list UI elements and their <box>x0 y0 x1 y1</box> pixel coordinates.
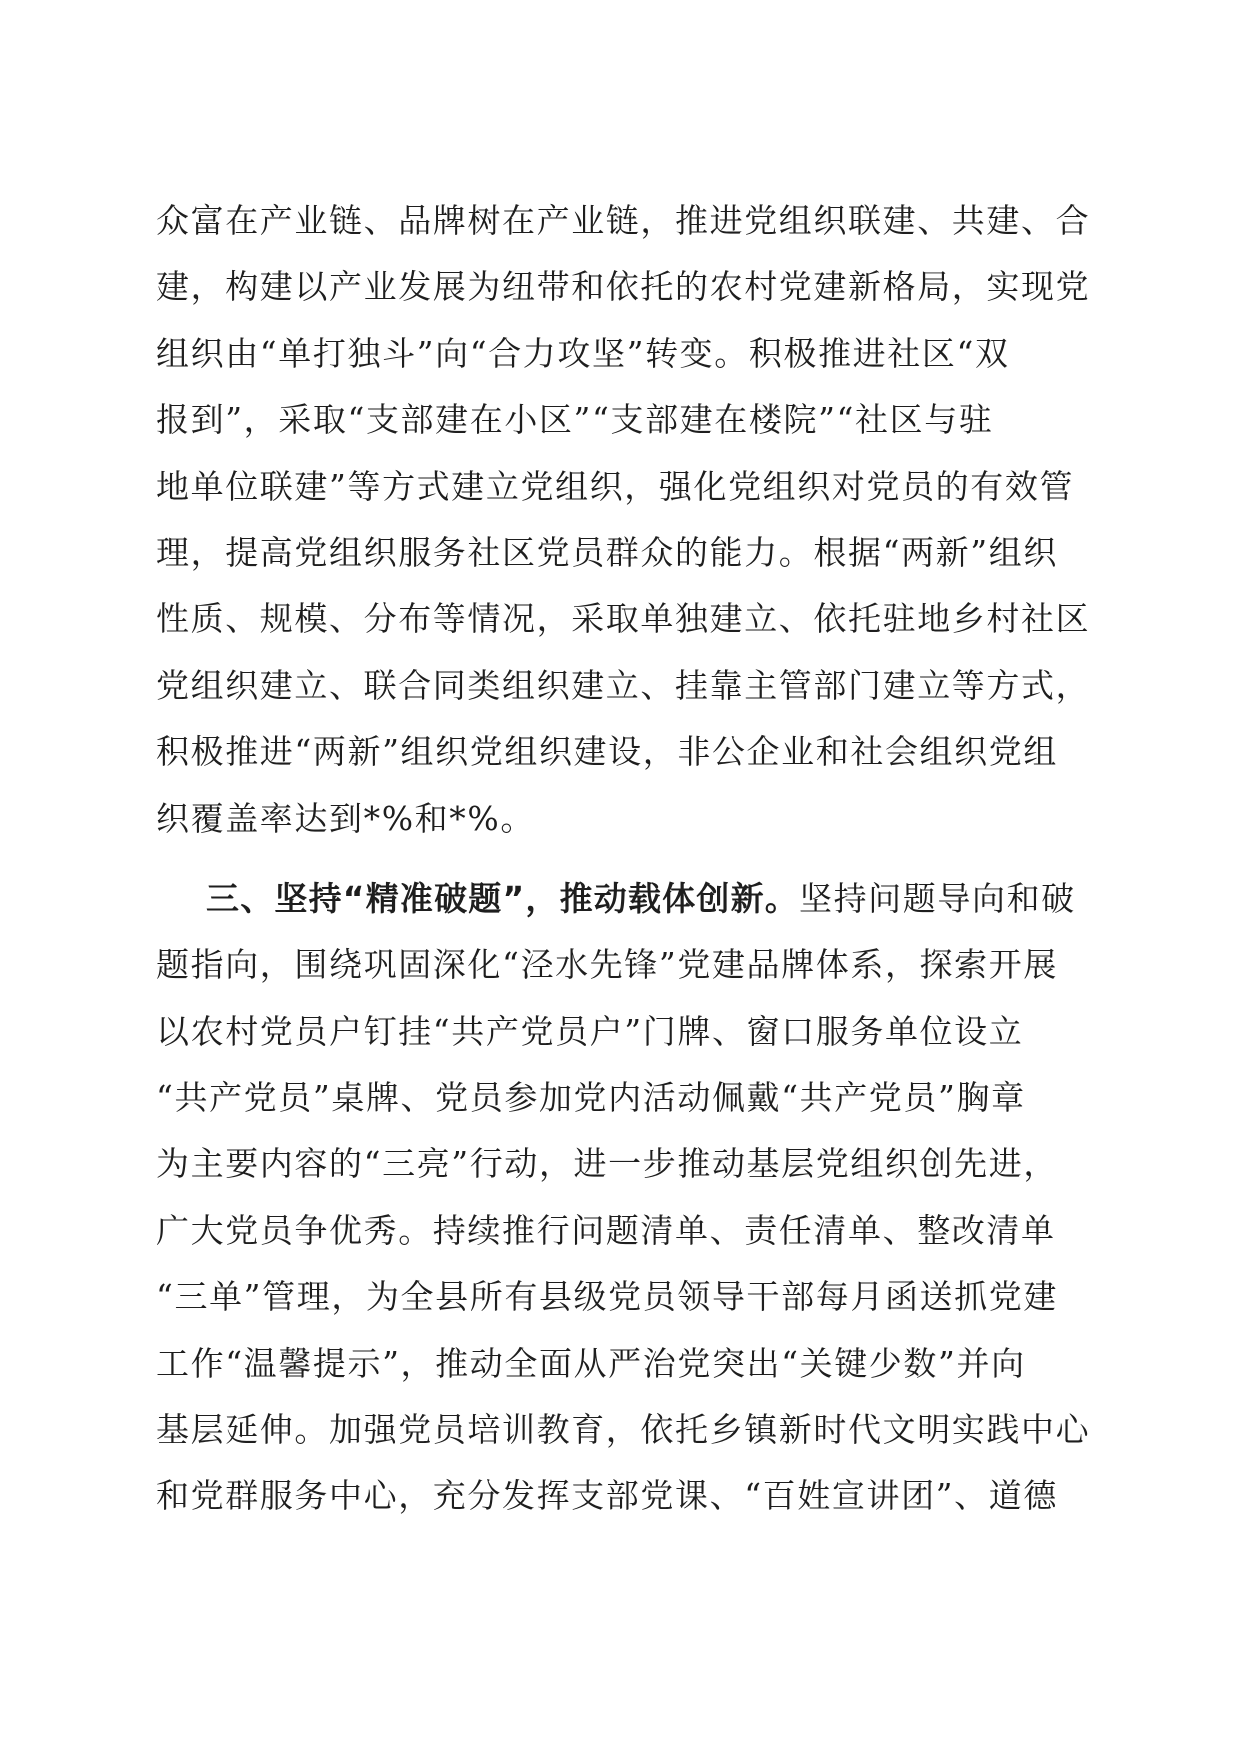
text-line: 织覆盖率达到*%和*%。 <box>156 798 535 838</box>
text-line: 工作“温馨提示”，推动全面从严治党突出“关键少数”并向 <box>156 1343 1026 1383</box>
document-body <box>156 188 1091 1530</box>
text-line: 组织由“单打独斗”向“合力攻坚”转变。积极推进社区“双 <box>156 333 1010 373</box>
paragraph-1 <box>156 188 1091 852</box>
text-line: 报到”，采取“支部建在小区”“支部建在楼院”“社区与驻 <box>156 400 994 440</box>
text-line: 广大党员争优秀。持续推行问题清单、责任清单、整改清单 <box>156 1210 1056 1250</box>
text-line: 党组织建立、联合同类组织建立、挂靠主管部门建立等方式， <box>156 665 1091 705</box>
text-line: 题指向，围绕巩固深化“泾水先锋”党建品牌体系，探索开展 <box>156 945 1058 985</box>
text-line-first <box>156 866 1086 932</box>
text-line: 地单位联建”等方式建立党组织，强化党组织对党员的有效管 <box>156 466 1075 506</box>
text-line: 理，提高党组织服务社区党员群众的能力。根据“两新”组织 <box>156 532 1058 572</box>
paragraph-gap <box>156 852 1086 866</box>
text-line: 为主要内容的“三亮”行动，进一步推动基层党组织创先进， <box>156 1144 1058 1184</box>
text-line: 性质、规模、分布等情况，采取单独建立、依托驻地乡村社区 <box>156 599 1091 639</box>
heading-line-rest: 坚持问题导向和破 <box>798 878 1076 918</box>
text-line: 基层延伸。加强党员培训教育，依托乡镇新时代文明实践中心 <box>156 1410 1091 1450</box>
text-line: “共产党员”桌牌、党员参加党内活动佩戴“共产党员”胸章 <box>156 1078 1026 1118</box>
paragraph-2 <box>156 866 1091 1530</box>
text-line: 积极推进“两新”组织党组织建设，非公企业和社会组织党组 <box>156 732 1058 772</box>
section-heading: 三、坚持“精准破题”，推动载体创新。 <box>206 878 799 918</box>
text-line: “三单”管理，为全县所有县级党员领导干部每月函送抓党建 <box>156 1277 1058 1317</box>
text-line: 以农村党员户钉挂“共产党员户”门牌、窗口服务单位设立 <box>156 1011 1024 1051</box>
text-line: 众富在产业链、品牌树在产业链，推进党组织联建、共建、合 <box>156 201 1091 240</box>
text-line: 和党群服务中心，充分发挥支部党课、“百姓宣讲团”、道德 <box>156 1476 1058 1516</box>
text-line: 建，构建以产业发展为纽带和依托的农村党建新格局，实现党 <box>156 267 1091 307</box>
